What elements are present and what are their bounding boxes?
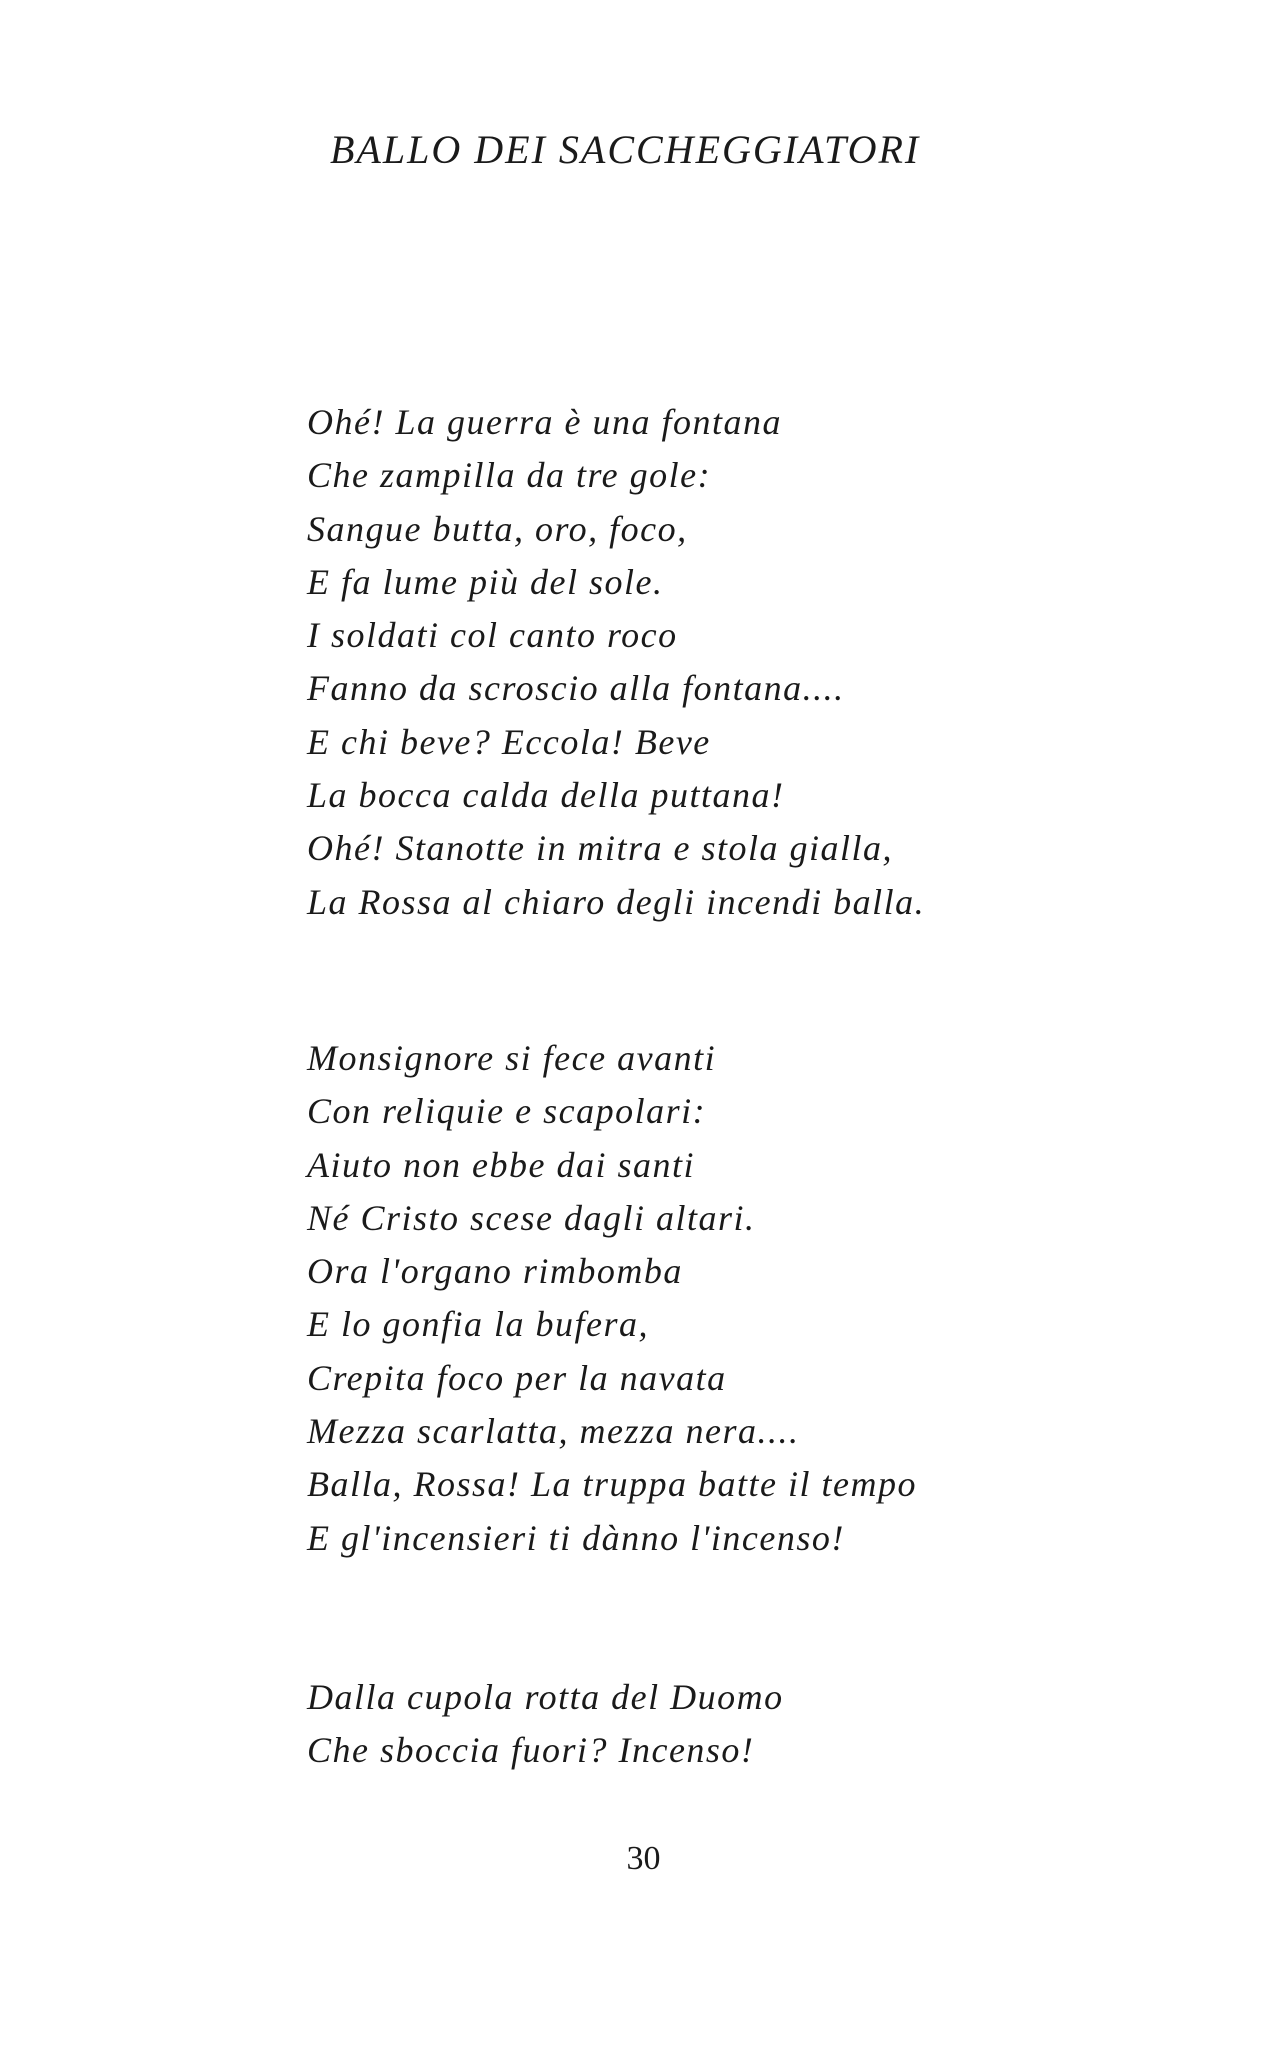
- verse-line: La Rossa al chiaro degli incendi balla.: [307, 881, 926, 922]
- verse-line: I soldati col canto roco: [307, 615, 678, 656]
- verse-line: Che sboccia fuori? Incenso!: [307, 1730, 755, 1771]
- stanza-3: [307, 1671, 784, 1778]
- verse-line: Ohé! La guerra è una fontana: [307, 402, 782, 442]
- verse-line: Aiuto non ebbe dai santi: [307, 1144, 695, 1185]
- verse-line: E chi beve? Eccola! Beve: [307, 721, 711, 762]
- verse-line: Sangue butta, oro, foco,: [307, 508, 688, 549]
- verse-line: Mezza scarlatta, mezza nera....: [307, 1411, 800, 1452]
- verse-line: Crepita foco per la navata: [307, 1357, 727, 1398]
- verse-line: E gl'incensieri ti dànno l'incenso!: [307, 1517, 845, 1558]
- verse-line: Fanno da scroscio alla fontana....: [307, 668, 845, 709]
- verse-line: Che zampilla da tre gole:: [307, 455, 712, 496]
- verse-line: Monsignore si fece avanti: [307, 1038, 717, 1078]
- page-number: 30: [626, 1840, 661, 1877]
- stanza-2: [307, 1032, 917, 1565]
- verse-line: E lo gonfia la bufera,: [307, 1304, 649, 1345]
- poem-title: BALLO DEI SACCHEGGIATORI: [330, 127, 921, 172]
- verse-line: Né Cristo scese dagli altari.: [307, 1197, 756, 1238]
- verse-line: Ohé! Stanotte in mitra e stola gialla,: [307, 828, 893, 869]
- verse-line: Con reliquie e scapolari:: [307, 1091, 707, 1132]
- verse-line: Dalla cupola rotta del Duomo: [307, 1677, 784, 1717]
- verse-line: E fa lume più del sole.: [307, 561, 664, 602]
- verse-line: Ora l'organo rimbomba: [307, 1251, 683, 1292]
- verse-line: La bocca calda della puttana!: [307, 775, 785, 816]
- stanza-1: [307, 396, 925, 929]
- verse-line: Balla, Rossa! La truppa batte il tempo: [307, 1464, 917, 1505]
